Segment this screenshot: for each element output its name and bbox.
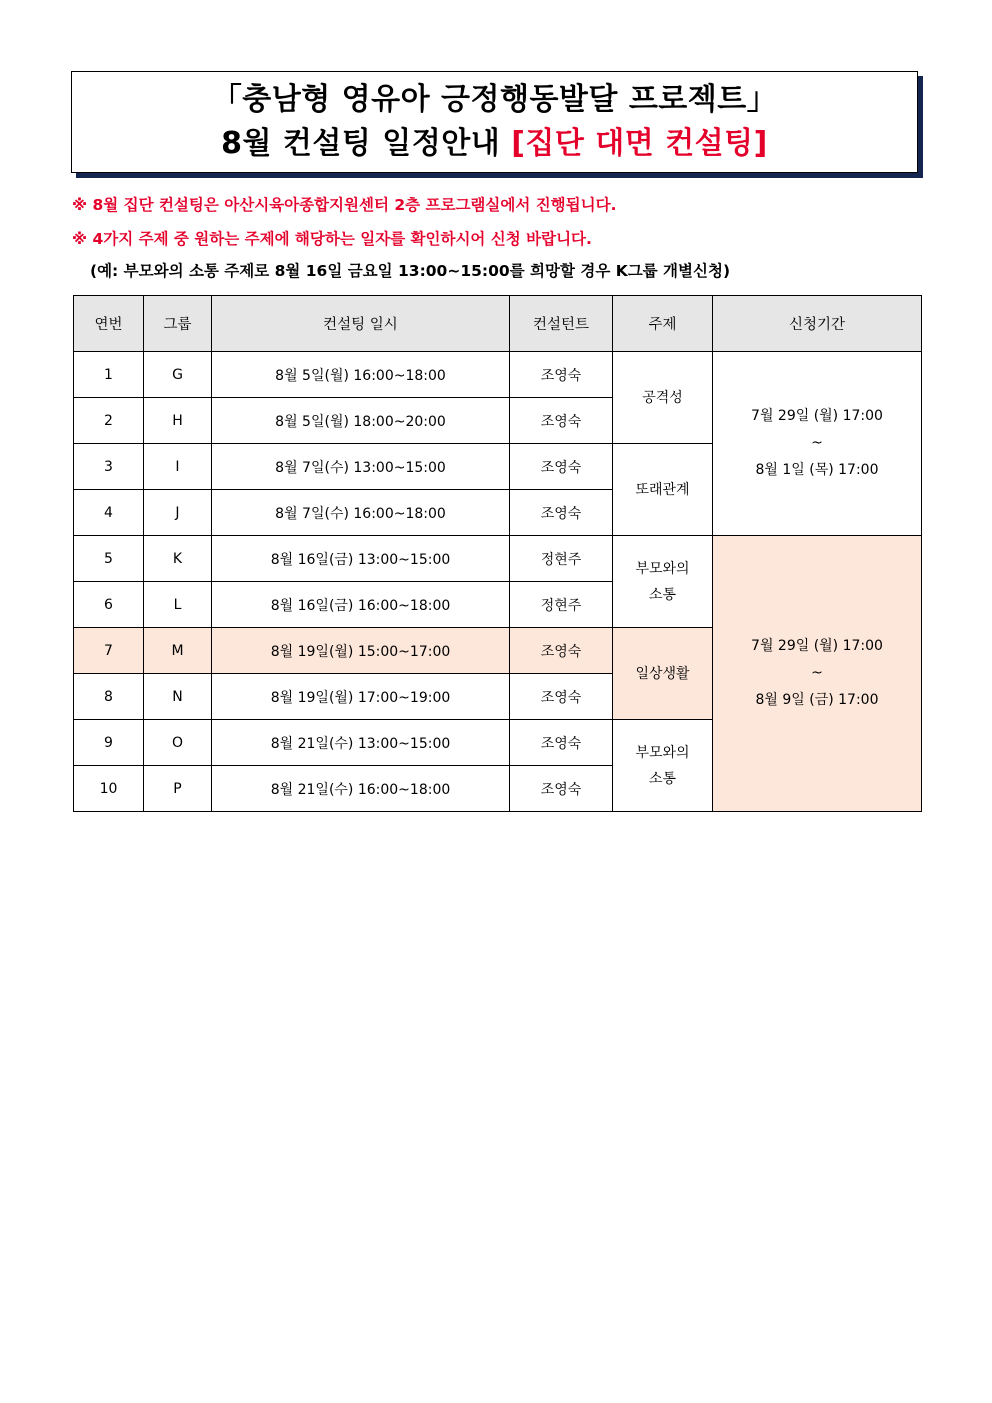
header-consultant: 컨설턴트: [510, 296, 613, 352]
cell-datetime: 8월 5일(월) 16:00~18:00: [212, 352, 510, 398]
period-start: 7월 29일 (월) 17:00: [751, 408, 883, 424]
cell-consultant: 조영숙: [510, 720, 613, 766]
cell-period-2: [713, 536, 922, 812]
cell-group: J: [144, 490, 212, 536]
topic-label: 공격성: [642, 389, 683, 406]
topic-label-line2: 소통: [648, 586, 677, 603]
period-start: 7월 29일 (월) 17:00: [751, 638, 883, 654]
period-end: 8월 1일 (목) 17:00: [755, 462, 879, 478]
cell-period-1: [713, 352, 922, 536]
cell-no: 5: [74, 536, 144, 582]
cell-consultant: 정현주: [510, 536, 613, 582]
cell-no: 3: [74, 444, 144, 490]
cell-group: H: [144, 398, 212, 444]
period-end: 8월 9일 (금) 17:00: [755, 692, 879, 708]
topic-label-line1: 부모와의: [635, 744, 690, 761]
title-month-schedule: 8월 컨설팅 일정안내: [221, 126, 501, 161]
cell-datetime: 8월 7일(수) 16:00~18:00: [212, 490, 510, 536]
cell-consultant: 조영숙: [510, 444, 613, 490]
notice-example: (예: 부모와의 소통 주제로 8월 16일 금요일 13:00~15:00를 희망할 경우 K그룹 개별신청): [90, 262, 731, 280]
topic-label-line1: 부모와의: [635, 560, 690, 577]
table-row: [74, 536, 922, 582]
cell-datetime: 8월 5일(월) 18:00~20:00: [212, 398, 510, 444]
cell-datetime: 8월 7일(수) 13:00~15:00: [212, 444, 510, 490]
cell-no: 6: [74, 582, 144, 628]
period-separator: ~: [811, 665, 823, 681]
cell-no: 10: [74, 766, 144, 812]
cell-no: 2: [74, 398, 144, 444]
cell-datetime: 8월 19일(월) 15:00~17:00: [212, 628, 510, 674]
cell-group: L: [144, 582, 212, 628]
cell-no: 7: [74, 628, 144, 674]
cell-group: O: [144, 720, 212, 766]
cell-no: 1: [74, 352, 144, 398]
cell-no: 8: [74, 674, 144, 720]
table-header-row: [74, 296, 922, 352]
header-datetime: 컨설팅 일시: [212, 296, 510, 352]
topic-label-line2: 소통: [648, 770, 677, 787]
header-topic: 주제: [613, 296, 713, 352]
notice-topic-select: ※ 4가지 주제 중 원하는 주제에 해당하는 일자를 확인하시어 신청 바랍니다.: [72, 230, 592, 248]
header-no: 연번: [74, 296, 144, 352]
cell-consultant: 조영숙: [510, 628, 613, 674]
header-group: 그룹: [144, 296, 212, 352]
cell-topic-parent-communication-2: [613, 720, 713, 812]
cell-topic-peer-relations: [613, 444, 713, 536]
topic-label: 또래관계: [635, 481, 690, 498]
cell-consultant: 조영숙: [510, 352, 613, 398]
cell-group: M: [144, 628, 212, 674]
header-period: 신청기간: [713, 296, 922, 352]
cell-consultant: 조영숙: [510, 674, 613, 720]
cell-datetime: 8월 21일(수) 13:00~15:00: [212, 720, 510, 766]
table-row: [74, 352, 922, 398]
cell-datetime: 8월 16일(금) 16:00~18:00: [212, 582, 510, 628]
cell-group: G: [144, 352, 212, 398]
cell-topic-parent-communication: [613, 536, 713, 628]
cell-consultant: 정현주: [510, 582, 613, 628]
title-box: [71, 71, 918, 173]
title-group-consulting: [집단 대면 컨설팅]: [511, 126, 768, 161]
cell-consultant: 조영숙: [510, 490, 613, 536]
cell-group: P: [144, 766, 212, 812]
cell-consultant: 조영숙: [510, 766, 613, 812]
title-line-2: [221, 122, 768, 166]
cell-topic-daily-life: [613, 628, 713, 720]
cell-group: K: [144, 536, 212, 582]
cell-consultant: 조영숙: [510, 398, 613, 444]
topic-label: 일상생활: [635, 665, 690, 682]
cell-group: N: [144, 674, 212, 720]
title-line-1: 「충남형 영유아 긍정행동발달 프로젝트」: [211, 82, 778, 117]
cell-no: 9: [74, 720, 144, 766]
cell-topic-aggression: [613, 352, 713, 444]
cell-group: I: [144, 444, 212, 490]
schedule-table: [73, 295, 922, 812]
period-separator: ~: [811, 435, 823, 451]
notice-location: ※ 8월 집단 컨설팅은 아산시육아종합지원센터 2층 프로그램실에서 진행됩니다.: [72, 196, 617, 214]
cell-datetime: 8월 21일(수) 16:00~18:00: [212, 766, 510, 812]
cell-datetime: 8월 16일(금) 13:00~15:00: [212, 536, 510, 582]
cell-no: 4: [74, 490, 144, 536]
cell-datetime: 8월 19일(월) 17:00~19:00: [212, 674, 510, 720]
